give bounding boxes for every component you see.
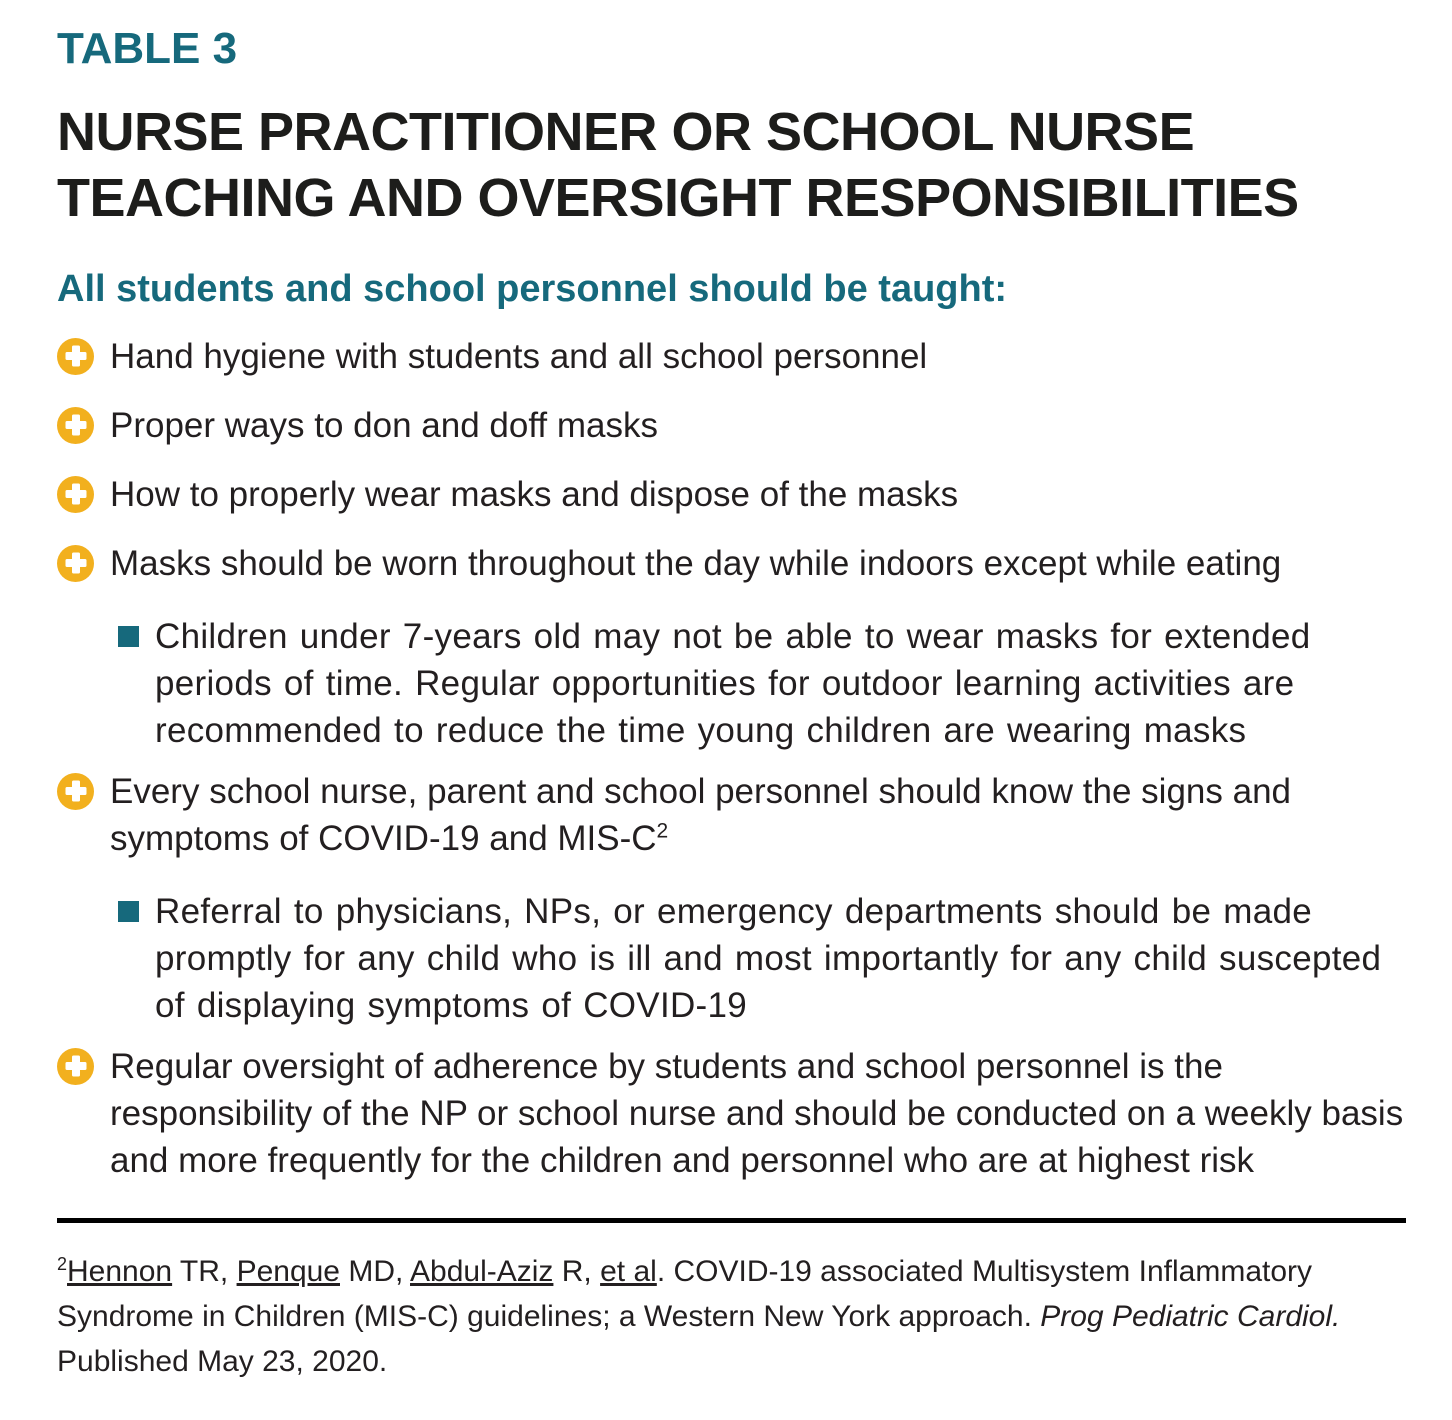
square-bullet-icon: [118, 901, 139, 922]
teaching-point-text: Regular oversight of adherence by students and school personnel is the responsibility of the NP or school nurse and should be conducted on a weekly basis and more frequently for the children and personnel who are at highest risk: [110, 1046, 1404, 1180]
teaching-point: [57, 402, 1406, 449]
plus-bullet-icon: [57, 545, 94, 582]
footnote-marker: 2: [57, 1253, 68, 1274]
plus-bullet-icon: [57, 773, 94, 810]
plus-bullet-icon: [57, 338, 94, 375]
plus-bullet-icon: [57, 407, 94, 444]
table-label: TABLE 3: [57, 24, 238, 73]
teaching-point-text: Referral to physicians, NPs, or emergency departments should be made promptly for any child who is ill and most importantly for any child suscepted of displaying symptoms of COVID-19: [155, 891, 1382, 1025]
teaching-subpoint: [57, 888, 1406, 1029]
citation-footnote: [57, 1249, 1406, 1384]
plus-bullet-icon: [57, 1048, 94, 1085]
teaching-point-text: Children under 7-years old may not be able to wear masks for extended periods of time. Regular opportunities for outdoor learning activities are recommended to reduce the time young children are wearing masks: [155, 616, 1311, 750]
journal-name: Prog Pediatric Cardiol.: [1040, 1299, 1341, 1333]
footnote-divider: [57, 1218, 1406, 1223]
teaching-subpoint: [57, 613, 1406, 754]
square-bullet-icon: [118, 626, 139, 647]
teaching-point: [57, 768, 1406, 862]
table-title: [57, 99, 1406, 231]
teaching-point-text: Every school nurse, parent and school personnel should know the signs and symptoms of COVID-19 and MIS-$C^2$: [110, 771, 1292, 858]
author-name: Penque: [236, 1254, 340, 1288]
author-name: Abdul-Aziz: [410, 1254, 554, 1288]
title-line-2: TEACHING AND OVERSIGHT RESPONSIBILITIES: [57, 167, 1299, 228]
teaching-point: [57, 540, 1406, 587]
teaching-point-text: How to properly wear masks and dispose of the masks: [110, 474, 959, 514]
footnote-text: Published May 23, 2020.: [57, 1299, 1358, 1378]
footnote-text: . COVID-19 associated Multisystem Inflammatory Syndrome in Children (MIS-C) guidelines; a Western New York approach.: [57, 1254, 1321, 1333]
footnote-text: TR,: [172, 1254, 237, 1288]
teaching-point: [57, 333, 1406, 380]
teaching-point-text: Proper ways to don and doff masks: [110, 405, 658, 445]
teaching-point: [57, 1043, 1406, 1184]
author-name: Hennon: [67, 1254, 173, 1288]
teaching-point-text: Hand hygiene with students and all school personnel: [110, 336, 928, 376]
teaching-point: [57, 471, 1406, 518]
author-name: et al: [600, 1254, 657, 1288]
list-heading: All students and school personnel should be taught:: [57, 267, 1008, 310]
plus-bullet-icon: [57, 476, 94, 513]
footnote-text: R,: [553, 1254, 601, 1288]
teaching-points-list: [57, 333, 1406, 1184]
teaching-point-text: Masks should be worn throughout the day while indoors except while eating: [110, 543, 1282, 583]
title-line-1: NURSE PRACTITIONER OR SCHOOL NURSE: [57, 101, 1195, 162]
footnote-reference: 2: [656, 818, 669, 842]
footnote-text: MD,: [340, 1254, 411, 1288]
